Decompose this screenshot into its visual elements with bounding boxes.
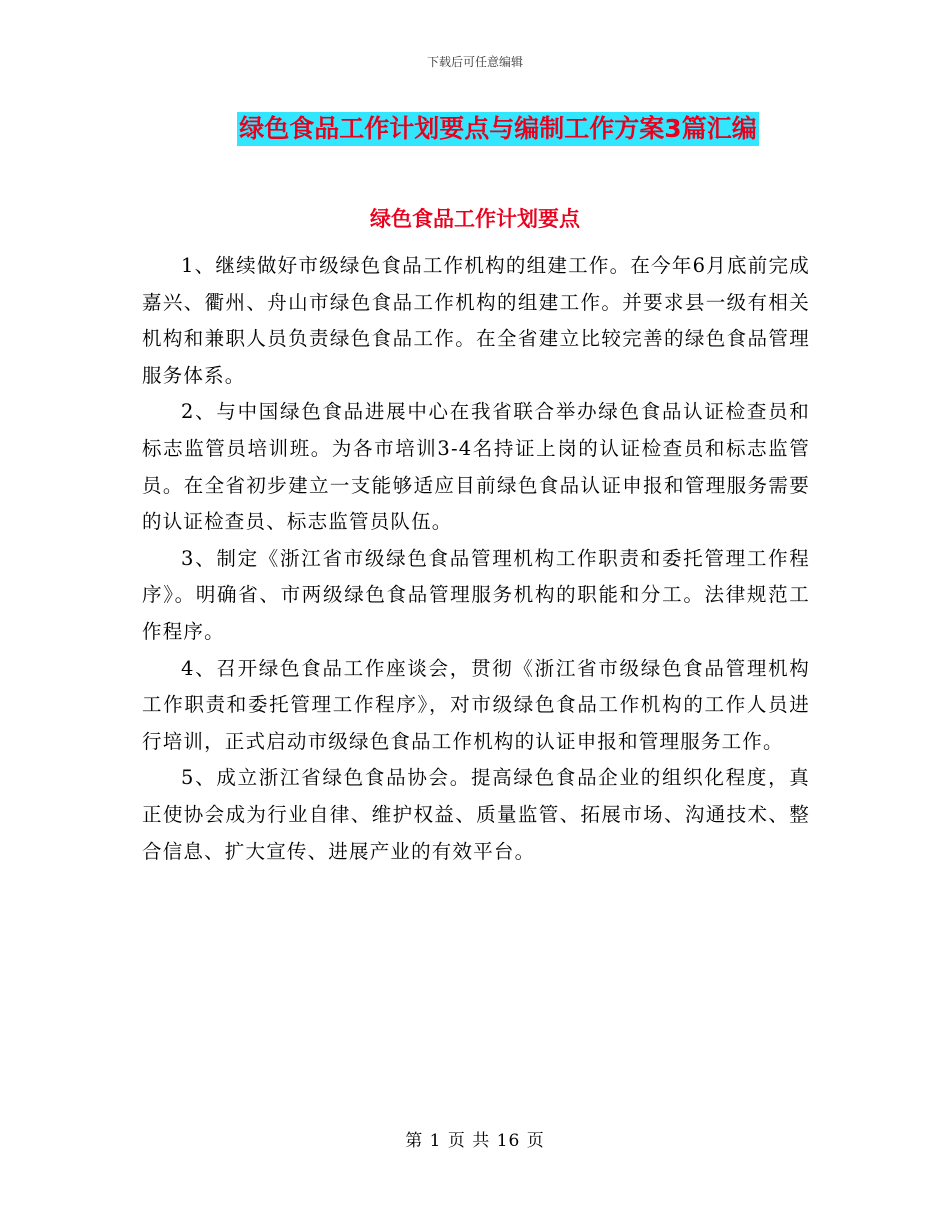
paragraph-2: 2、与中国绿色食品进展中心在我省联合举办绿色食品认证检查员和标志监管员培训班。为各市培训3-4名持证上岗的认证检查员和标志监管员。在全省初步建立一支能够适应目前绿色食品认证申报和管理服务需要的认证检查员、标志监管员队伍。 bbox=[142, 400, 810, 534]
section-title: 绿色食品工作计划要点 bbox=[370, 207, 580, 231]
paragraph-1: 1、继续做好市级绿色食品工作机构的组建工作。在今年6月底前完成嘉兴、衢州、舟山市绿色食品工作机构的组建工作。并要求县一级有相关机构和兼职人员负责绿色食品工作。在全省建立比较完善的绿色食品管理服务体系。 bbox=[142, 254, 810, 387]
paragraph-3: 3、制定《浙江省市级绿色食品管理机构工作职责和委托管理工作程序》。明确省、市两级绿色食品管理服务机构的职能和分工。法律规范工作程序。 bbox=[142, 546, 810, 643]
document-title-wrap bbox=[0, 112, 950, 146]
paragraph-4: 4、召开绿色食品工作座谈会，贯彻《浙江省市级绿色食品管理机构工作职责和委托管理工作程序》，对市级绿色食品工作机构的工作人员进行培训，正式启动市级绿色食品工作机构的认证申报和管理服务工作。 bbox=[142, 656, 810, 753]
page-number: 第 1 页 共 16 页 bbox=[405, 1131, 545, 1151]
document-body bbox=[142, 248, 810, 870]
header-note: 下载后可任意编辑 bbox=[426, 55, 523, 69]
paragraph-5: 5、成立浙江省绿色食品协会。提高绿色食品企业的组织化程度，真正使协会成为行业自律、维护权益、质量监管、拓展市场、沟通技术、整合信息、扩大宣传、进展产业的有效平台。 bbox=[142, 766, 810, 863]
document-title: 绿色食品工作计划要点与编制工作方案3篇汇编 bbox=[237, 112, 758, 146]
